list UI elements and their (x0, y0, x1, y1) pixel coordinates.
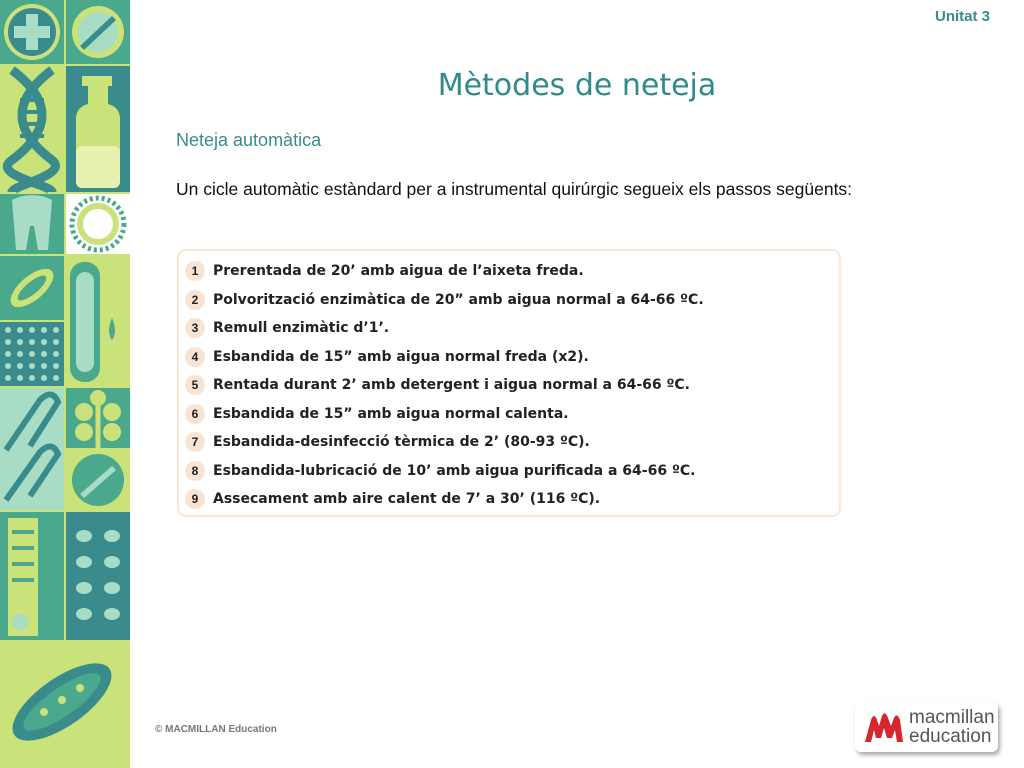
step-number: 4 (185, 347, 205, 367)
step-item (185, 257, 839, 286)
step-number: 1 (185, 261, 205, 281)
step-item (185, 457, 839, 486)
step-item (185, 286, 839, 315)
step-text: Esbandida-lubricació de 10’ amb aigua purificada a 64-66 ºC. (213, 462, 696, 479)
macmillan-logo (855, 702, 998, 752)
step-number: 3 (185, 318, 205, 338)
macmillan-logo-icon (865, 712, 903, 742)
step-text: Esbandida de 15” amb aigua normal calenta. (213, 405, 569, 422)
step-number: 2 (185, 290, 205, 310)
step-item (185, 371, 839, 400)
step-item (185, 314, 839, 343)
step-item (185, 428, 839, 457)
step-text: Remull enzimàtic d’1’. (213, 320, 390, 337)
intro-text: Un cicle automàtic estàndard per a instrumental quirúrgic segueix els passos següents: (176, 179, 853, 199)
steps-list (177, 249, 841, 517)
step-number: 8 (185, 461, 205, 481)
logo-line-1: macmillan (909, 707, 995, 728)
decorative-sidebar (0, 0, 130, 768)
section-heading: Neteja automàtica (176, 130, 322, 150)
unit-label: Unitat 3 (934, 8, 990, 25)
step-text: Esbandida de 15” amb aigua normal freda (x2). (213, 348, 589, 365)
step-item (185, 400, 839, 429)
step-text: Polvorització enzimàtica de 20” amb aigua normal a 64-66 ºC. (213, 291, 704, 308)
step-text: Esbandida-desinfecció tèrmica de 2’ (80-93 ºC). (213, 434, 590, 451)
step-number: 5 (185, 375, 205, 395)
page-title: Mètodes de neteja (437, 68, 717, 103)
step-text: Assecament amb aire calent de 7’ a 30’ (116 ºC). (213, 491, 601, 508)
step-item (185, 485, 839, 514)
step-text: Rentada durant 2’ amb detergent i aigua normal a 64-66 ºC. (213, 377, 691, 394)
step-number: 9 (185, 489, 205, 509)
step-number: 6 (185, 404, 205, 424)
step-number: 7 (185, 432, 205, 452)
logo-line-2: education (909, 726, 992, 747)
step-text: Prerentada de 20’ amb aigua de l’aixeta freda. (213, 263, 584, 280)
step-item (185, 343, 839, 372)
copyright-notice: © MACMILLAN Education (155, 724, 277, 735)
